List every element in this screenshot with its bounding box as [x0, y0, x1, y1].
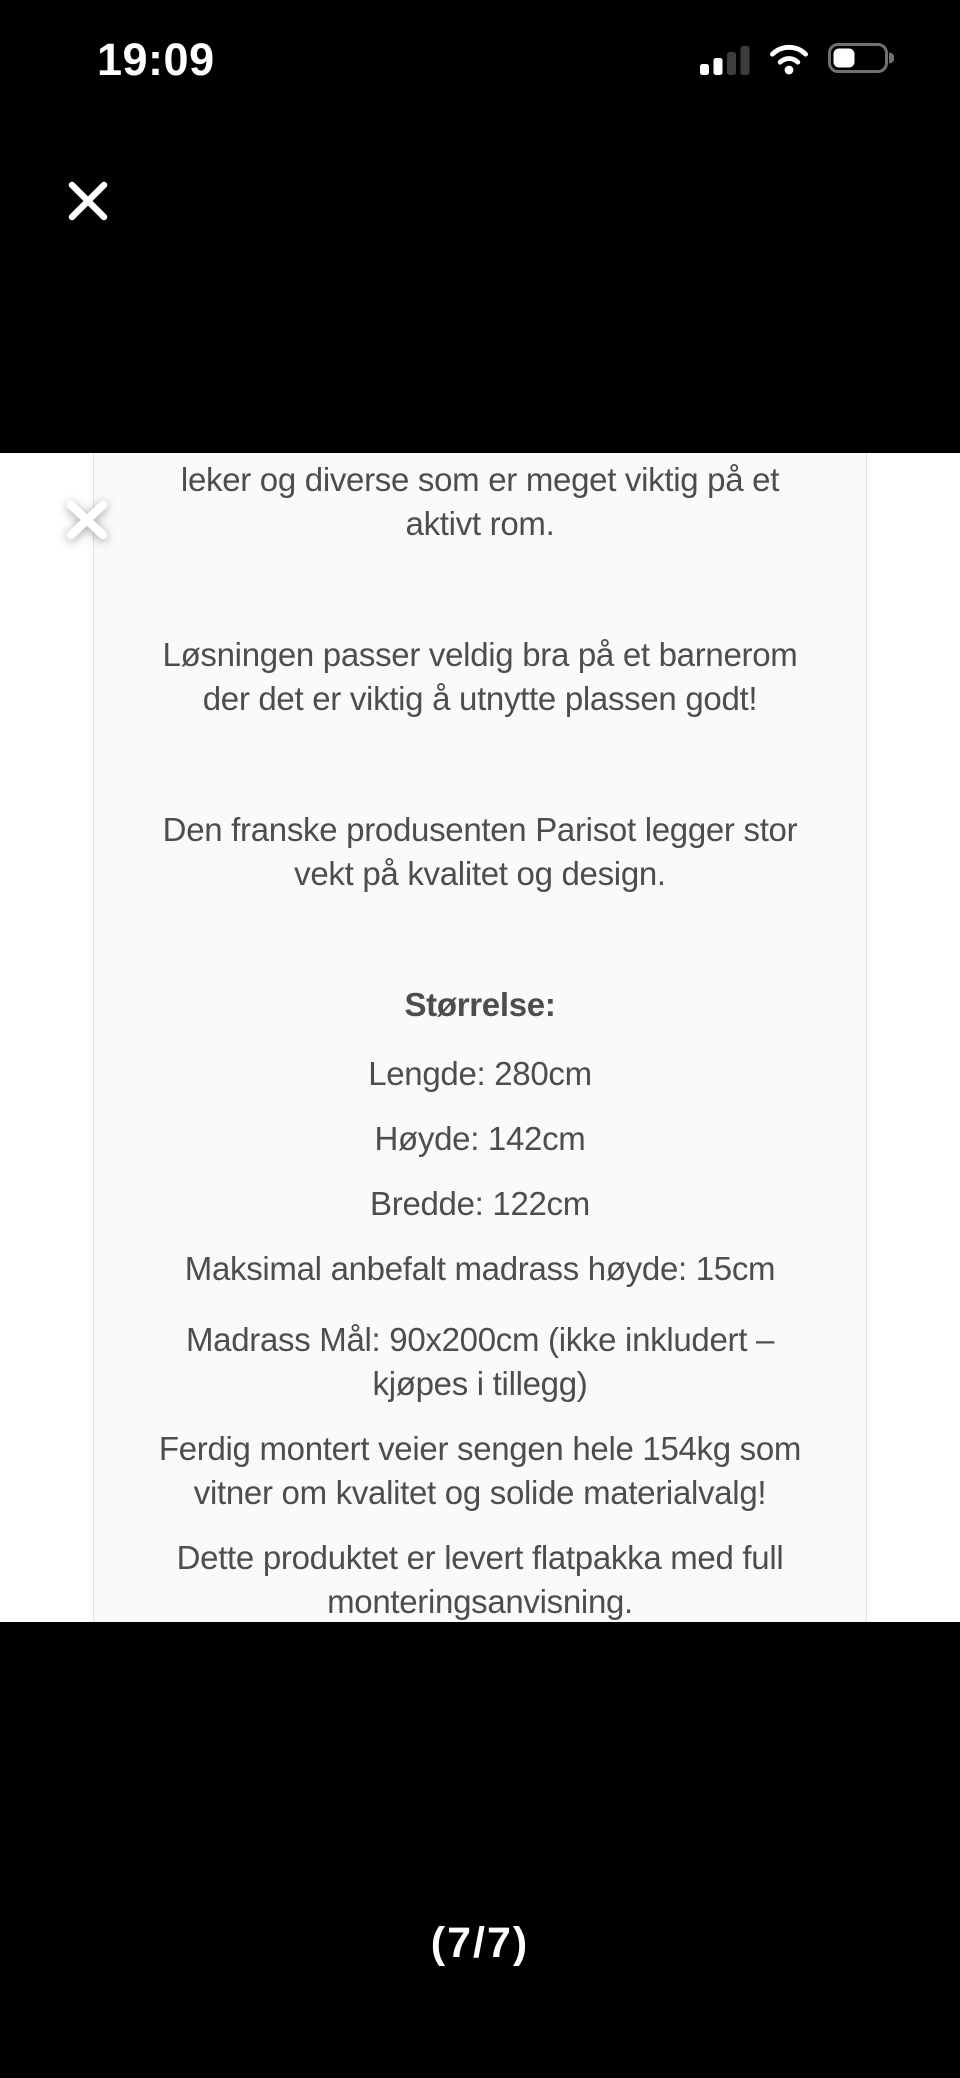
description-paragraph — [94, 1117, 866, 1161]
description-paragraph — [94, 1536, 866, 1622]
text-line: Maksimal anbefalt madrass høyde: 15cm — [184, 1250, 776, 1287]
text-line: aktivt rom. — [405, 505, 555, 542]
description-paragraph — [94, 1247, 866, 1291]
wifi-icon — [767, 43, 811, 80]
text-line: der det er viktig å utnytte plassen godt! — [202, 680, 758, 717]
text-line: Den franske produsenten Parisot legger stor — [162, 811, 798, 848]
section-heading — [94, 983, 866, 1027]
description-paragraph — [94, 1052, 866, 1096]
text-line: Størrelse: — [404, 986, 556, 1023]
gallery-close-button[interactable] — [62, 497, 112, 543]
text-line: Lengde: 280cm — [368, 1055, 592, 1092]
close-icon — [68, 209, 108, 224]
text-line: Madrass Mål: 90x200cm (ikke inkludert – — [185, 1321, 775, 1358]
description-card — [93, 453, 867, 1622]
description-paragraph — [94, 1427, 866, 1515]
text-line: Dette produktet er levert flatpakka med full — [176, 1539, 784, 1576]
text-line: monteringsanvisning. — [327, 1583, 633, 1620]
description-text — [94, 458, 866, 1622]
close-button[interactable] — [62, 175, 114, 227]
text-line: Ferdig montert veier sengen hele 154kg som — [158, 1430, 802, 1467]
text-line: Høyde: 142cm — [374, 1120, 586, 1157]
text-line: Bredde: 122cm — [370, 1185, 590, 1222]
cellular-signal-icon — [700, 45, 750, 80]
battery-icon — [828, 41, 894, 80]
description-paragraph — [94, 1182, 866, 1226]
description-paragraph — [94, 458, 866, 546]
text-line: kjøpes i tillegg) — [372, 1365, 588, 1402]
product-description-slide[interactable] — [0, 453, 960, 1622]
description-paragraph — [94, 633, 866, 721]
status-icons — [700, 46, 894, 80]
page-indicator: (7/7) — [430, 1919, 530, 1967]
status-time: 19:09 — [97, 34, 215, 85]
description-paragraph — [94, 1318, 866, 1406]
gallery-close-icon — [62, 530, 112, 547]
text-line: Løsningen passer veldig bra på et barnerom — [162, 636, 798, 673]
text-line: vekt på kvalitet og design. — [294, 855, 666, 892]
description-paragraph — [94, 808, 866, 896]
text-line: leker og diverse som er meget viktig på et — [180, 461, 780, 498]
text-line: vitner om kvalitet og solide materialvalg! — [193, 1474, 767, 1511]
